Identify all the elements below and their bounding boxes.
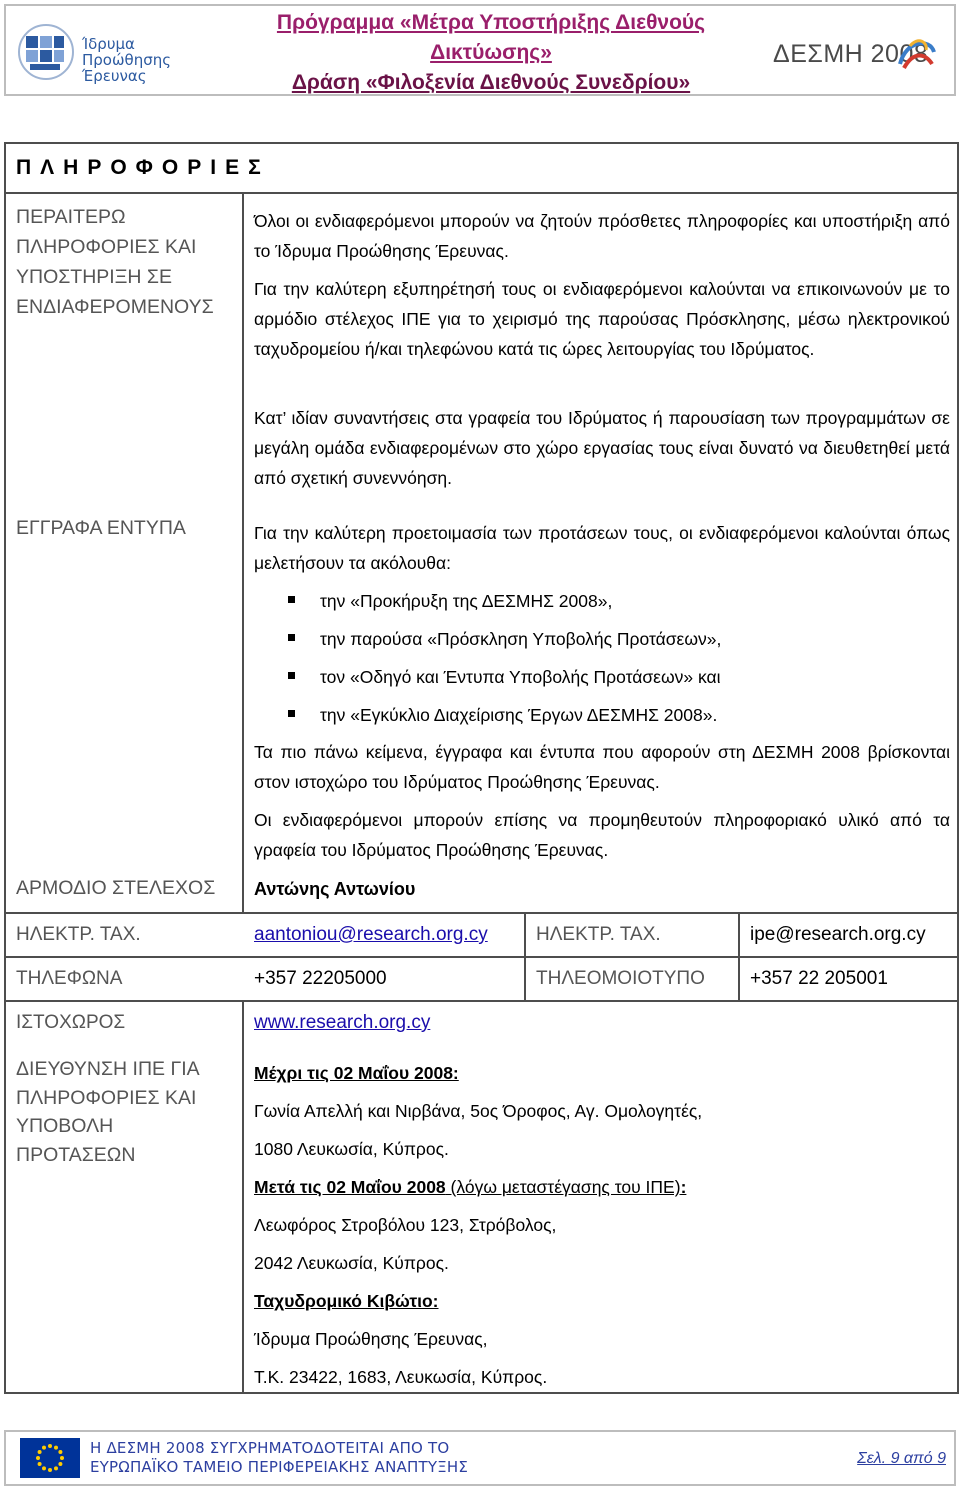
website-link[interactable]: www.research.org.cy [254, 1012, 431, 1033]
support-paragraph-2: Για την καλύτερη εξυπηρέτησή τους οι ενδιαφερόμενοι καλούνται να επικοινωνούν με το αρμόδιο στέλεχος ΙΠΕ για το χειρισμό της παρούσας Πρόσκλησης, μέσω ηλεκτρονικού ταχυδρομείου ή/και τηλεφώνου κατά τις ώρες λειτουργίας του Ιδρύματος. [254, 279, 950, 359]
documents-paragraph-1: Για την καλύτερη προετοιμασία των προτάσεων τους, οι ενδιαφερόμενοι καλούνται όπως μελετήσουν τα ακόλουθα: [254, 523, 950, 573]
address-after-heading: Μετά τις 02 Μαΐου 2008 (λόγω μεταστέγασης του ΙΠΕ): [254, 1177, 687, 1197]
page-header [4, 4, 956, 96]
cofunding-notice: Η ΔΕΣΜΗ 2008 ΣΥΓΧΡΗΜΑΤΟΔΟΤΕΙΤΑΙ ΑΠΟ ΤΟ ΕΥΡΩΠΑΪΚΟ ΤΑΜΕΙΟ ΠΕΡΙΦΕΡΕΙΑΚΗΣ ΑΝΑΠΤΥΞΗΣ [90, 1439, 469, 1476]
po-box-line: Ίδρυμα Προώθησης Έρευνας, [254, 1329, 488, 1349]
eu-flag-icon [20, 1438, 80, 1478]
address-after-line: Λεωφόρος Στροβόλου 123, Στρόβολος, [254, 1215, 557, 1235]
ipe-logo [16, 20, 176, 84]
address-until-line: Γωνία Απελλή και Νιρβάνα, 5ος Όροφος, Αγ. Ομολογητές, [254, 1101, 703, 1121]
documents-label: ΕΓΓΡΑΦΑ ΕΝΤΥΠΑ [16, 517, 186, 539]
row-divider [6, 956, 957, 958]
website-label: ΙΣΤΟΧΩΡΟΣ [16, 1012, 126, 1033]
information-table [4, 142, 959, 1394]
column-divider [242, 1002, 244, 1394]
bullet-square-icon [288, 634, 295, 641]
column-divider [242, 194, 244, 914]
phone-label: ΤΗΛΕΦΩΝΑ [16, 968, 123, 989]
fax-value: +357 22 205001 [750, 968, 888, 989]
documents-paragraph-3: Οι ενδιαφερόμενοι μπορούν επίσης να προμηθευτούν πληροφοριακό υλικό από τα γραφεία του Ιδρύματος Προώθησης Έρευνας. [254, 810, 950, 860]
address-label: ΔΙΕΥΘΥΝΣΗ ΙΠΕ ΓΙΑ ΠΛΗΡΟΦΟΡΙΕΣ ΚΑΙ ΥΠΟΒΟΛΗ ΠΡΟΤΑΣΕΩΝ [16, 1058, 200, 1166]
action-title: Δράση «Φιλοξενία Διεθνούς Συνεδρίου» [291, 71, 691, 94]
program-title-line1: Πρόγραμμα «Μέτρα Υποστήριξης Διεθνούς [276, 11, 706, 34]
column-divider [738, 914, 740, 1002]
list-item: την παρούσα «Πρόσκληση Υποβολής Προτάσεων», [282, 620, 922, 658]
bullet-square-icon [288, 596, 295, 603]
program-title-line2: Δικτύωσης» [430, 41, 552, 64]
documents-paragraph-2: Τα πιο πάνω κείμενα, έγγραφα και έντυπα που αφορούν στη ΔΕΣΜΗ 2008 βρίσκονται στον ιστοχώρο του Ιδρύματος Προώθησης Έρευνας. [254, 742, 950, 792]
officer-label: ΑΡΜΟΔΙΟ ΣΤΕΛΕΧΟΣ [16, 877, 216, 899]
page-footer [4, 1430, 956, 1486]
documents-list [282, 582, 922, 734]
officer-name: Αντώνης Αντωνίου [254, 879, 416, 899]
desmi-swirl-icon [896, 34, 938, 74]
support-paragraph-3: Κατ’ ιδίαν συναντήσεις στα γραφεία του Ιδρύματος ή παρουσίαση των προγραμμάτων σε μεγάλη ομάδα ενδιαφερομένων στο χώρο εργασίας τους είναι δυνατό να διευθετηθεί μετά από σχετική συνεννόηση. [254, 408, 950, 488]
info-section-title: ΠΛΗΡΟΦΟΡΙΕΣ [6, 144, 957, 194]
email-label: ΗΛΕΚΤΡ. ΤΑΧ. [16, 924, 141, 945]
address-after-line: 2042 Λευκωσία, Κύπρος. [254, 1253, 449, 1273]
support-paragraph-1: Όλοι οι ενδιαφερόμενοι μπορούν να ζητούν πρόσθετες πληροφορίες και υποστήριξη από το Ίδρυμα Προώθησης Έρευνας. [254, 211, 950, 261]
list-item: την «Εγκύκλιο Διαχείρισης Έργων ΔΕΣΜΗΣ 2008». [282, 696, 922, 734]
po-box-heading: Ταχυδρομικό Κιβώτιο: [254, 1291, 439, 1311]
ipe-logo-icon [16, 22, 76, 82]
po-box-line: Τ.Κ. 23422, 1683, Λευκωσία, Κύπρος. [254, 1367, 548, 1387]
general-email[interactable]: ipe@research.org.cy [750, 924, 926, 945]
address-until-heading: Μέχρι τις 02 Μαΐου 2008: [254, 1063, 459, 1083]
bullet-square-icon [288, 710, 295, 717]
list-item: τον «Οδηγό και Έντυπα Υποβολής Προτάσεων» και [282, 658, 922, 696]
ipe-logo-text: Ίδρυμα Προώθησης Έρευνας [82, 35, 172, 85]
row-divider [6, 912, 957, 914]
address-until-line: 1080 Λευκωσία, Κύπρος. [254, 1139, 449, 1159]
officer-email-link[interactable]: aantoniou@research.org.cy [254, 924, 488, 945]
desmi-logo-text: ΔΕΣΜΗ 2008 [773, 40, 929, 68]
list-item: την «Προκήρυξη της ΔΕΣΜΗΣ 2008», [282, 582, 922, 620]
column-divider [524, 914, 526, 1002]
address-block [254, 1054, 702, 1396]
support-label: ΠΕΡΑΙΤΕΡΩ ΠΛΗΡΟΦΟΡΙΕΣ ΚΑΙ ΥΠΟΣΤΗΡΙΞΗ ΣΕ ΕΝΔΙΑΦΕΡΟΜΕΝΟΥΣ [16, 206, 214, 318]
bullet-square-icon [288, 672, 295, 679]
page-number: Σελ. 9 από 9 [857, 1450, 946, 1467]
email-label-2: ΗΛΕΚΤΡ. ΤΑΧ. [536, 924, 661, 945]
fax-label: ΤΗΛΕΟΜΟΙΟΤΥΠΟ [536, 968, 705, 989]
row-divider [6, 1000, 957, 1002]
phone-value: +357 22205000 [254, 968, 387, 989]
desmi-2008-logo [773, 34, 938, 74]
header-titles [226, 8, 756, 98]
